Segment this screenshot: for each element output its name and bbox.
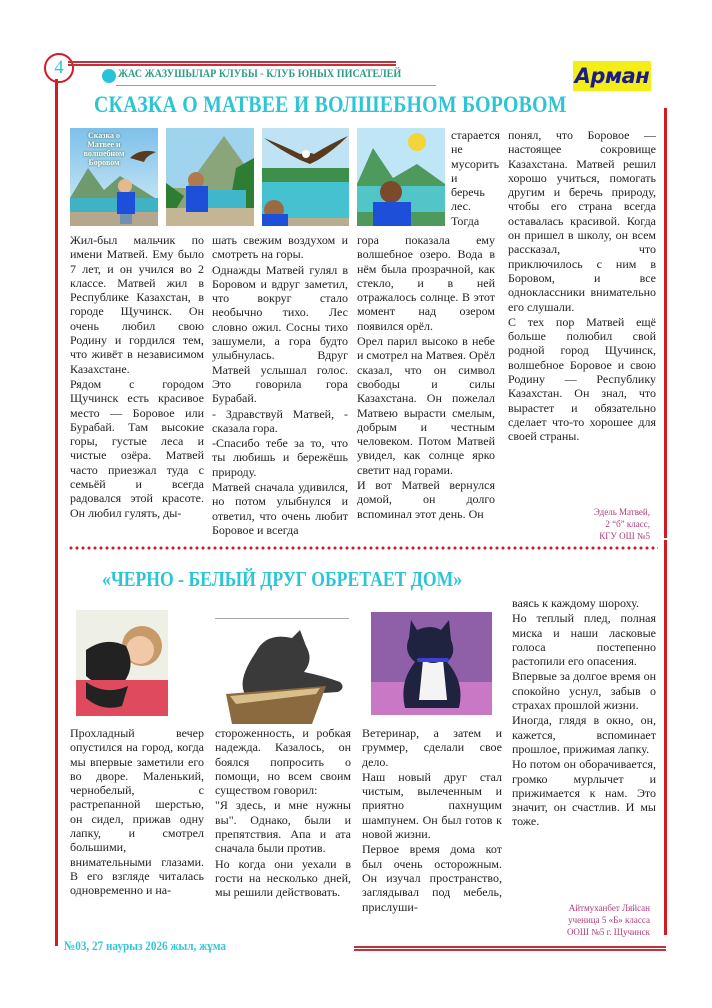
article2-column-3 <box>362 726 502 938</box>
author-name: Айтмуханбет Ляйсан <box>568 903 650 913</box>
paragraph: шать свежим воздухом и смотреть на горы. <box>212 233 348 262</box>
article2-column-1 <box>70 726 204 926</box>
club-heading: ЖАС ЖАЗУШЫЛАР КЛУБЫ - КЛУБ ЮНЫХ ПИСАТЕЛЕЙ <box>118 68 402 80</box>
article1-image-book-cover <box>70 128 158 226</box>
book-cover-title: Сказка о Матвее и волшебном Боровом <box>83 131 125 167</box>
paragraph: Ветеринар, а затем и груммер, сделали свое дело. <box>362 726 502 769</box>
header-rule <box>68 61 396 63</box>
article1-image-boy-and-smiling-mountain <box>166 128 254 226</box>
paragraph: Но когда они уехали в гости на несколько дней, мы решили действовать. <box>215 856 351 900</box>
article2-image-cartoon-cat <box>371 612 492 715</box>
dotted-divider <box>68 546 658 550</box>
paragraph: С тех пор Матвей ещё больше полюбил свой родной город Щучинск, волшебное Боровое и свою Родину — Республику Казахстан. Он знал, что вырастет и обязательно сделает что-то хорошее для своей страны. <box>508 314 656 444</box>
newspaper-logo <box>573 61 651 91</box>
paragraph: - Здравствуй Матвей, - сказала гора. <box>212 406 348 435</box>
article1-title: СКАЗКА О МАТВЕЕ И ВОЛШЕБНОМ БОРОВОМ <box>94 92 567 117</box>
paragraph: Прохладный вечер опустился на город, когда мы впервые заметили его во дворе. Маленький, чернобелый, с растрепанной шерстью, он сидел, прижав одну лапку, и смотрел большими, внимательными глазами. В его взгляде читалась одновременно и на- <box>70 726 204 898</box>
article2-image-girl-hugging-cat <box>76 610 168 716</box>
paragraph: Орел парил высоко в небе и смотрел на Матвея. Орёл сказал, что он символ свободы и силы Казахстана. Он пожелал Матвею вырасти смелым, добрым и честным человеком. Потом Матвей увидел, как солнце ярко светит над горами. <box>357 334 495 477</box>
article2-column-2 <box>215 726 351 926</box>
paragraph: Рядом с городом Щучинск есть красивое место — Боровое или Бурабай. Там высокие горы, густые леса и чистые озёра. Матвей часто приезжал туда с семьёй и всегда радовался этой красоте. Он любил гулять, ды- <box>70 376 204 520</box>
article2-title: «ЧЕРНО - БЕЛЫЙ ДРУГ ОБРЕТАЕТ ДОМ» <box>102 567 463 591</box>
right-border-rule-bottom <box>664 540 667 935</box>
article1-column-4 <box>508 128 656 502</box>
author-class: ученица 5 «Б» класса <box>568 915 650 925</box>
article1-column-2 <box>212 233 348 541</box>
paragraph: Но теплый плед, полная миска и наши ласковые голоса постепенно растопили его опасения. <box>512 611 656 669</box>
issue-info: №03, 27 наурыз 2026 жыл, жұма <box>64 938 226 953</box>
paragraph: гора показала ему волшебное озеро. Вода в нём была прозрачной, как стекло, и в ней отражалось солнце. В этот момент над озером появился орёл. <box>357 233 495 333</box>
article1-wrap-text: старается не мусорить и беречь лес. Тогда <box>451 128 500 228</box>
image-top-rule <box>215 618 349 619</box>
author-school: КГУ ОШ №5 <box>599 531 650 541</box>
paragraph: Матвей сначала удивился, но потом улыбнулся и ответил, что очень любит Боровое и всегда <box>212 480 348 537</box>
club-underline <box>116 85 436 86</box>
paragraph: Первое время дома кот был очень осторожным. Он изучал пространство, заглядывал под мебель, прислуши- <box>362 842 502 914</box>
paragraph: Жил-был мальчик по имени Матвей. Ему было 7 лет, и он учился во 2 классе. Матвей жил в Республике Казахстан, в городе Щучинск. Он очень любил свою Родину и гордился тем, что живёт в независимом Казахстане. <box>70 233 204 376</box>
author-name: Эдель Матвей, <box>593 507 650 517</box>
logo-text: Арман <box>574 64 650 88</box>
article2-signature <box>530 902 650 938</box>
article1-image-eagle-over-lake <box>262 128 349 226</box>
article1-image-boy-and-sun <box>357 128 445 226</box>
paragraph: Иногда, глядя в окно, он, кажется, вспоминает прошлое, прижимая лапку. <box>512 713 656 756</box>
paragraph: ваясь к каждому шороху. <box>512 596 640 610</box>
club-bullet-icon <box>102 69 116 83</box>
paragraph: стороженность, и робкая надежда. Казалось, он боялся попросить о помощи, но всем своим существом говорил: <box>215 726 351 798</box>
author-class: 2 “б” класс, <box>605 519 650 529</box>
article2-column-4 <box>512 596 656 896</box>
paragraph: Но потом он оборачивается, громко мурлычет и прижимается к нам. Это значит, он счастлив. И мы тоже. <box>512 757 656 829</box>
right-border-rule-top <box>664 108 667 538</box>
article2-image-cat-on-box <box>216 622 350 724</box>
paragraph: понял, что Боровое — настоящее сокровище Казахстана. Матвей решил хорошо учиться, помогать другим и беречь природу, чтобы его страна всегда оставалась красивой. Когда он пришел в школу, он всем рассказал, что приключилось с ним в Боровом, и все одноклассники внимательно его слушали. <box>508 128 656 314</box>
bottom-rule <box>354 946 666 948</box>
left-border-rule <box>55 79 58 946</box>
paragraph: Наш новый друг стал чистым, вылеченным и приятно пахнущим шампунем. Он был готов к новой жизни. <box>362 769 502 842</box>
article1-column-1 <box>70 233 204 541</box>
author-school: ООШ №5 г. Щучинск <box>566 927 650 937</box>
paragraph: Впервые за долгое время он спокойно уснул, забыв о страхах прошлой жизни. <box>512 669 656 713</box>
article1-column-3 <box>357 233 495 541</box>
page-number: 4 <box>44 53 74 83</box>
paragraph: И вот Матвей вернулся домой, он долго вспоминал этот день. Он <box>357 478 495 521</box>
paragraph: "Я здесь, и мне нужны вы". Однако, были и препятствия. Апа и ата сначала были против. <box>215 798 351 856</box>
article1-signature <box>540 506 650 542</box>
paragraph: -Спасибо тебе за то, что ты любишь и бережёшь природу. <box>212 436 348 479</box>
paragraph: Однажды Матвей гулял в Боровом и вдруг заметил, что вокруг стало необычно тихо. Лес словно ожил. Сосны тихо зашумели, а гора будто улыбнулась. Вдруг Матвей услышал голос. Это говорила гора Бурабай. <box>212 262 348 406</box>
